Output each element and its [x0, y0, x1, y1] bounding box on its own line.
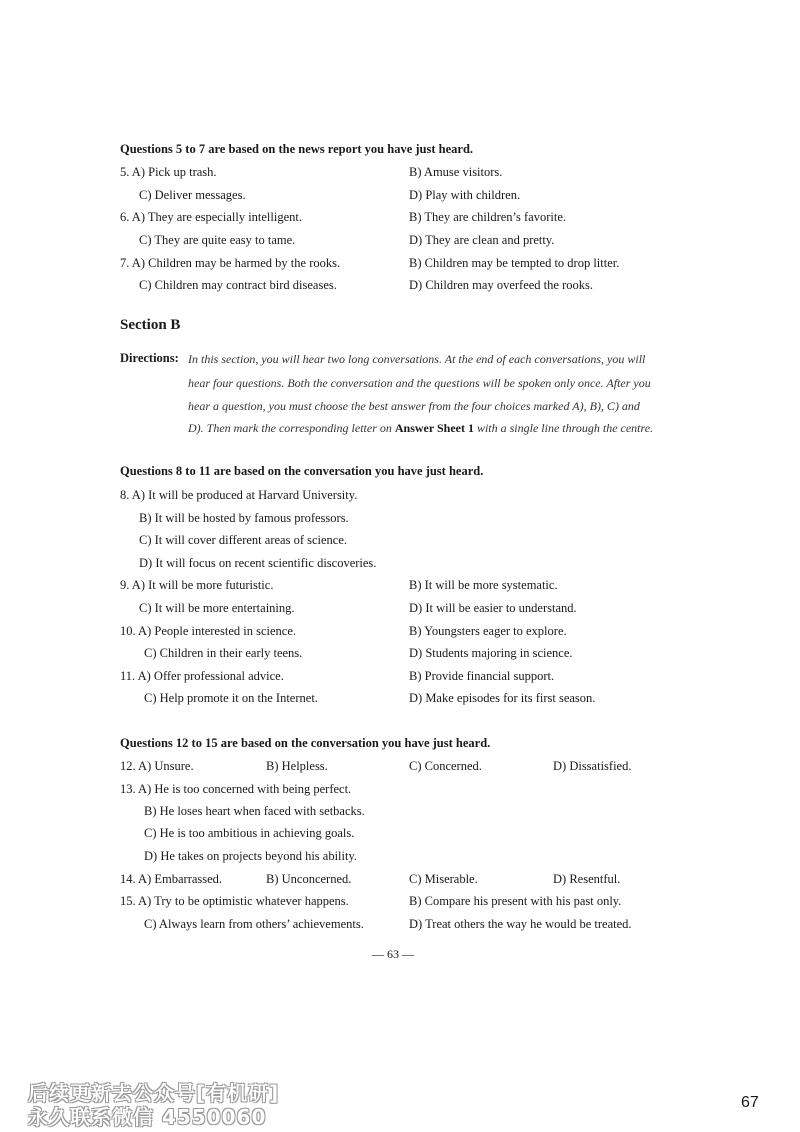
- question-group-heading: Questions 12 to 15 are based on the conversation you have just heard.: [120, 736, 491, 750]
- q5-option-a: 5. A) Pick up trash.: [120, 165, 217, 179]
- q9-option-a: 9. A) It will be more futuristic.: [120, 578, 274, 592]
- q15-option-c: C) Always learn from others’ achievements.: [144, 917, 364, 931]
- q11-option-b: B) Provide financial support.: [409, 669, 555, 683]
- q6-option-a: 6. A) They are especially intelligent.: [120, 210, 303, 224]
- directions-line-4-start: D). Then mark the corresponding letter on: [188, 421, 395, 435]
- q12-option-a: 12. A) Unsure.: [120, 759, 194, 773]
- directions-line-4-end: with a single line through the centre.: [473, 421, 654, 435]
- q7-option-b: B) Children may be tempted to drop litter.: [409, 256, 620, 270]
- question-group-heading: Questions 8 to 11 are based on the conversation you have just heard.: [120, 464, 484, 478]
- book-page-label: — 63 —: [372, 947, 414, 961]
- q14-option-d: D) Resentful.: [553, 872, 621, 886]
- q5-option-c: C) Deliver messages.: [139, 188, 246, 202]
- q9-option-b: B) It will be more systematic.: [409, 578, 558, 592]
- directions-line-4: [188, 421, 653, 436]
- q13-option-a: 13. A) He is too concerned with being perfect.: [120, 782, 352, 796]
- q15-option-b: B) Compare his present with his past only.: [409, 894, 622, 908]
- q6-option-d: D) They are clean and pretty.: [409, 233, 555, 247]
- answer-sheet-label: Answer Sheet 1: [394, 421, 474, 435]
- q12-option-b: B) Helpless.: [266, 759, 328, 773]
- q15-option-d: D) Treat others the way he would be treated.: [409, 917, 632, 931]
- q14-option-c: C) Miserable.: [409, 872, 478, 886]
- q8-option-a: 8. A) It will be produced at Harvard University.: [120, 488, 358, 502]
- q13-option-b: B) He loses heart when faced with setbacks.: [144, 804, 365, 818]
- q11-option-d: D) Make episodes for its first season.: [409, 691, 596, 705]
- q12-option-d: D) Dissatisfied.: [553, 759, 632, 773]
- q8-option-b: B) It will be hosted by famous professors.: [139, 511, 349, 525]
- directions-line-1: In this section, you will hear two long conversations. At the end of each conversations, you will: [188, 352, 646, 366]
- directions-label: Directions:: [120, 351, 179, 365]
- section-title: Section B: [120, 317, 181, 333]
- directions-line-2: hear four questions. Both the conversation and the questions will be spoken only once. After you: [188, 376, 651, 390]
- watermark-line-1: 后续更新去公众号[有机研]: [28, 1081, 280, 1105]
- q8-option-c: C) It will cover different areas of science.: [139, 533, 348, 547]
- q5-option-b: B) Amuse visitors.: [409, 165, 503, 179]
- q14-option-a: 14. A) Embarrassed.: [120, 872, 223, 886]
- q11-option-a: 11. A) Offer professional advice.: [120, 669, 284, 683]
- q10-option-a: 10. A) People interested in science.: [120, 624, 296, 638]
- q11-option-c: C) Help promote it on the Internet.: [144, 691, 318, 705]
- q10-option-b: B) Youngsters eager to explore.: [409, 624, 567, 638]
- q10-option-c: C) Children in their early teens.: [144, 646, 303, 660]
- watermark-line-2: 永久联系微信 4550060: [28, 1105, 267, 1129]
- q12-option-c: C) Concerned.: [409, 759, 482, 773]
- question-group-heading: Questions 5 to 7 are based on the news report you have just heard.: [120, 142, 474, 156]
- directions-line-3: hear a question, you must choose the best answer from the four choices marked A), B), C) and: [188, 399, 640, 413]
- q13-option-c: C) He is too ambitious in achieving goals.: [144, 826, 355, 840]
- q7-option-d: D) Children may overfeed the rooks.: [409, 278, 593, 292]
- q7-option-c: C) Children may contract bird diseases.: [139, 278, 337, 292]
- q8-option-d: D) It will focus on recent scientific discoveries.: [139, 556, 377, 570]
- q15-option-a: 15. A) Try to be optimistic whatever happens.: [120, 894, 349, 908]
- q10-option-d: D) Students majoring in science.: [409, 646, 573, 660]
- q14-option-b: B) Unconcerned.: [266, 872, 352, 886]
- q6-option-c: C) They are quite easy to tame.: [139, 233, 296, 247]
- q13-option-d: D) He takes on projects beyond his ability.: [144, 849, 358, 863]
- q6-option-b: B) They are children’s favorite.: [409, 210, 567, 224]
- q7-option-a: 7. A) Children may be harmed by the rooks.: [120, 256, 341, 270]
- q9-option-c: C) It will be more entertaining.: [139, 601, 295, 615]
- page-number: 67: [741, 1094, 759, 1111]
- q5-option-d: D) Play with children.: [409, 188, 521, 202]
- q9-option-d: D) It will be easier to understand.: [409, 601, 577, 615]
